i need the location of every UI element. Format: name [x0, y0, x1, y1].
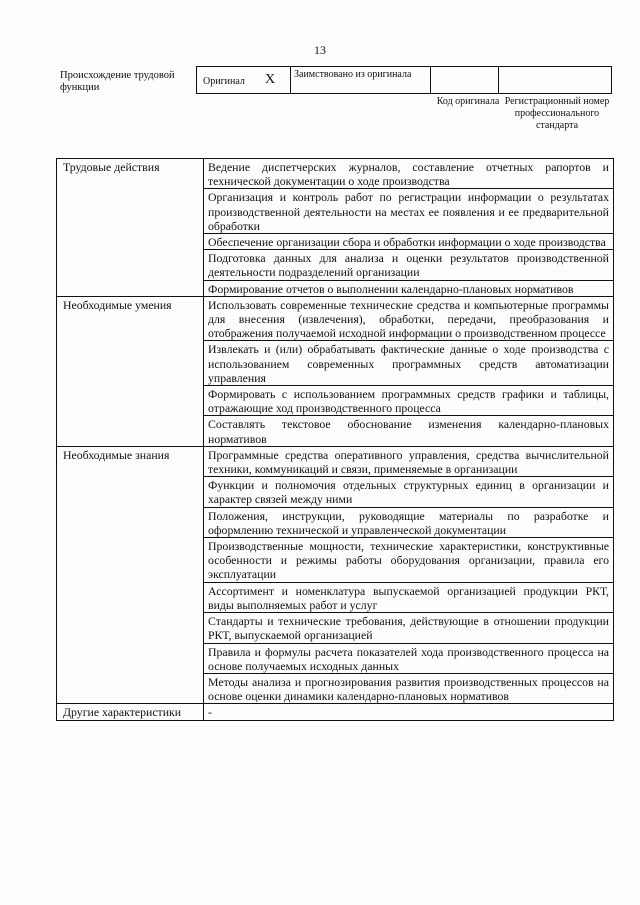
table-row — [57, 704, 614, 720]
code-caption: Код оригинала — [436, 96, 500, 107]
section-title: Трудовые действия — [57, 159, 204, 297]
section-item: Правила и формулы расчета показателей хода производственного процесса на основе получаемых исходных данных — [204, 643, 614, 673]
section-item: Организация и контроль работ по регистрации информации о результатах производственной деятельности на местах ее появления и ее предварительной обработки — [204, 189, 614, 234]
section-item: Производственные мощности, технические характеристики, конструктивные особенности и режимы работы оборудования организации, правила его эксплуатации — [204, 538, 614, 583]
section-item: Положения, инструкции, руководящие материалы по разработке и оформлению технической и управленческой документации — [204, 507, 614, 537]
function-table — [56, 158, 614, 721]
section-item: Стандарты и технические требования, действующие в отношении продукции РКТ, выпускаемой организацией — [204, 613, 614, 643]
section-item: Программные средства оперативного управления, средства вычислительной техники, коммуникаций и связи, применяемые в организации — [204, 446, 614, 476]
section-item: Функции и полномочия отдельных структурных единиц в организации и характер связей между ними — [204, 477, 614, 507]
section-item: Обеспечение организации сбора и обработки информации о ходе производства — [204, 234, 614, 250]
section-item: Использовать современные технические средства и компьютерные программы для внесения (извлечения), обработки, передачи, преобразования и отображения получаемой исходной информации о производственном процессе — [204, 296, 614, 341]
section-item: Ассортимент и номенклатура выпускаемой организацией продукции РКТ, виды выполняемых работ и услуг — [204, 582, 614, 612]
table-row — [57, 159, 614, 189]
reg-number-caption: Регистрационный номер профессионального стандарта — [504, 96, 610, 131]
section-item: Формирование отчетов о выполнении календарно-плановых нормативов — [204, 280, 614, 296]
section-title: Необходимые знания — [57, 446, 204, 703]
section-item: - — [204, 704, 614, 720]
section-item: Подготовка данных для анализа и оценки результатов производственной деятельности подразделений организации — [204, 250, 614, 280]
origin-original-cell — [197, 67, 291, 93]
origin-original-label: Оригинал — [203, 76, 245, 87]
section-item: Методы анализа и прогнозирования развития производственных процессов на основе оценки динамики календарно-плановых нормативов — [204, 673, 614, 703]
origin-reg-number-cell — [499, 67, 611, 93]
origin-original-mark: X — [265, 72, 276, 87]
origin-label: Происхождение трудовой функции — [60, 70, 175, 93]
origin-borrowed-cell: Заимствовано из оригинала — [291, 67, 431, 93]
origin-table — [196, 66, 612, 94]
section-item: Составлять текстовое обоснование изменения календарно-плановых нормативов — [204, 416, 614, 446]
page-number: 13 — [314, 43, 326, 57]
table-row — [57, 446, 614, 476]
section-item: Извлекать и (или) обрабатывать фактические данные о ходе производства с использованием современных программных средств автоматизации управления — [204, 341, 614, 386]
section-item: Ведение диспетчерских журналов, составление отчетных рапортов и технической документации о ходе производства — [204, 159, 614, 189]
section-title: Другие характеристики — [57, 704, 204, 720]
origin-code-cell — [431, 67, 499, 93]
section-item: Формировать с использованием программных средств графики и таблицы, отражающие ход производственного процесса — [204, 386, 614, 416]
table-row — [57, 296, 614, 341]
section-title: Необходимые умения — [57, 296, 204, 446]
